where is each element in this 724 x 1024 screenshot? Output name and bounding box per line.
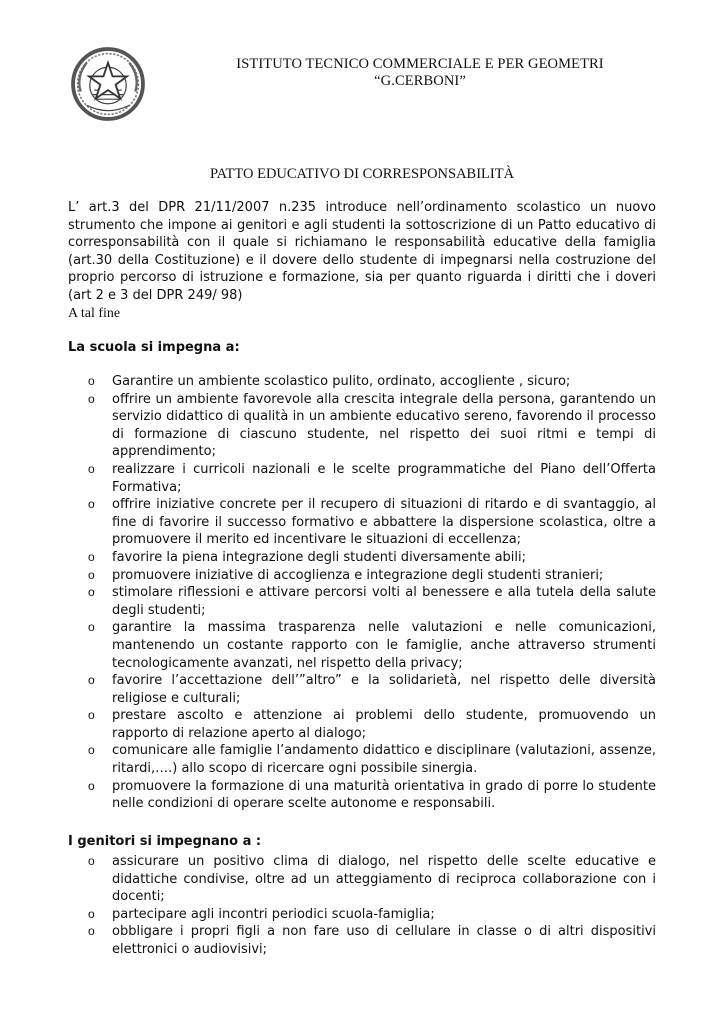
school-commitments-list	[88, 373, 656, 813]
bullet-icon: o	[88, 461, 95, 476]
bullet-icon: o	[88, 497, 95, 512]
bullet-icon: o	[88, 374, 95, 388]
intro-text: L’ art.3 del DPR 21/11/2007 n.235 introduce nell’ordinamento scolastico un nuovo strumento che impone ai genitori e agli studenti la sottoscrizione di un Patto educativo di corresponsabilità con il quale si richiamano le responsabilità educative della famiglia (art.30 della Costituzione) e il dovere dello studente di impegnarsi nella costruzione del proprio percorso di istruzione e formazione, sia per quanto riguarda i diritti che i doveri (art 2 e 3 del DPR 249/ 98)	[68, 200, 656, 303]
bullet-icon: o	[88, 567, 95, 582]
bullet-icon: o	[88, 906, 95, 921]
bullet-icon: o	[88, 391, 95, 406]
parents-commitments-list	[88, 853, 656, 959]
bullet-icon: o	[88, 585, 95, 600]
list-item: o favorire l’accettazione dell’”altro” e la solidarietà, nel rispetto delle diversità religiose e culturali;	[88, 673, 656, 706]
document-title: PATTO EDUCATIVO DI CORRESPONSABILITÀ	[209, 166, 515, 182]
school-header-line2: “G.CERBONI”	[374, 73, 466, 89]
italian-republic-emblem-icon	[70, 46, 146, 122]
list-item: o prestare ascolto e attenzione ai problemi dello studente, promuovendo un rapporto di relazione aperto al dialogo;	[88, 708, 656, 741]
intro-after: A tal fine	[68, 305, 121, 321]
list-item: o Garantire un ambiente scolastico pulito, ordinato, accogliente , sicuro;	[88, 374, 571, 389]
school-header-line1: ISTITUTO TECNICO COMMERCIALE E PER GEOMETRI	[236, 56, 604, 72]
intro-paragraph	[68, 199, 656, 322]
list-item: o promuovere la formazione di una maturità orientativa in grado di porre lo studente nelle condizioni di operare scelte autonome e responsabili.	[88, 778, 656, 812]
list-item: o stimolare riflessioni e attivare percorsi volti al benessere e alla tutela della salute degli studenti;	[88, 585, 656, 618]
school-section-heading: La scuola si impegna a:	[68, 340, 240, 355]
bullet-icon: o	[88, 708, 95, 723]
list-item: o comunicare alle famiglie l’andamento didattico e disciplinare (valutazioni, assenze, ritardi,….) allo scopo di ricercare ogni possibile sinergia.	[88, 743, 656, 777]
list-item: o obbligare i propri figli a non fare uso di cellulare in classe o di altri dispositivi elettronici o audiovisivi;	[88, 924, 656, 957]
school-header	[180, 56, 660, 90]
list-item: o partecipare agli incontri periodici scuola-famiglia;	[88, 906, 435, 922]
list-item: o favorire la piena integrazione degli studenti diversamente abili;	[88, 549, 527, 565]
list-item: o offrire un ambiente favorevole alla crescita integrale della persona, garantendo un servizio didattico di qualità in un ambiente educativo sereno, favorendo il processo di formazione di ciascuno studente, nel rispetto dei suoi ritmi e tempi di apprendimento;	[88, 391, 656, 460]
list-item: o assicurare un positivo clima di dialogo, nel rispetto delle scelte educative e didattiche condivise, oltre ad un atteggiamento di reciproca collaborazione con i docenti;	[88, 854, 656, 905]
bullet-icon: o	[88, 620, 95, 635]
list-item: o offrire iniziative concrete per il recupero di situazioni di ritardo e di svantaggio, al fine di favorire il successo formativo e abbattere la dispersione scolastica, oltre a promuovere il merito ed incentivare le situazioni di eccellenza;	[88, 497, 656, 548]
bullet-icon: o	[88, 854, 95, 868]
list-item: o realizzare i curricoli nazionali e le scelte programmatiche del Piano dell’Offerta Formativa;	[88, 461, 656, 495]
bullet-icon: o	[88, 549, 95, 564]
bullet-icon: o	[88, 743, 95, 758]
bullet-icon: o	[88, 924, 95, 939]
parents-section-heading: I genitori si impegnano a :	[68, 834, 262, 849]
list-item: o garantire la massima trasparenza nelle valutazioni e nelle comunicazioni, mantenendo un costante rapporto con le famiglie, anche attraverso strumenti tecnologicamente avanzati, nel rispetto della privacy;	[88, 620, 656, 671]
bullet-icon: o	[88, 778, 95, 793]
list-item: o promuovere iniziative di accoglienza e integrazione degli studenti stranieri;	[88, 567, 604, 583]
bullet-icon: o	[88, 673, 95, 688]
